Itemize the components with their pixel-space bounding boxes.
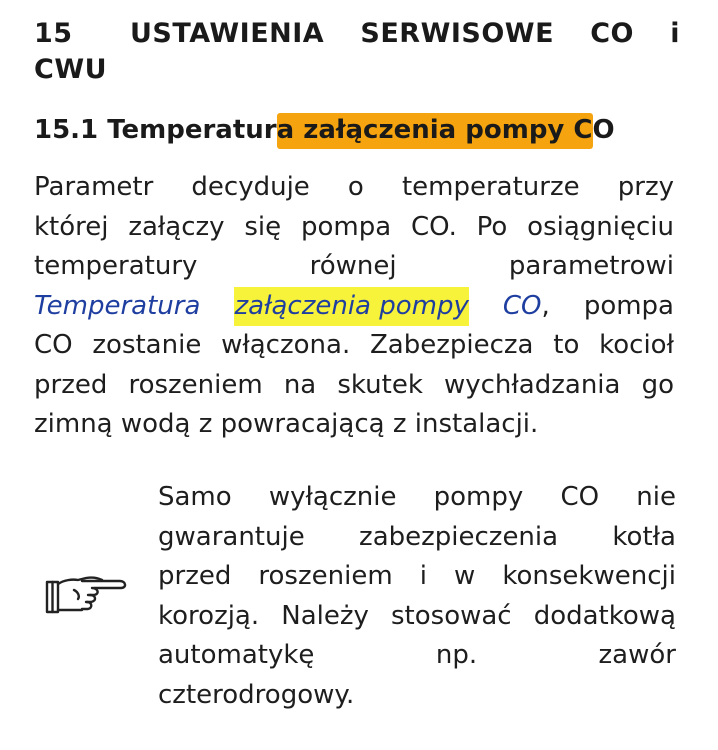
body-paragraph [34, 168, 674, 445]
word: korozją. [158, 600, 260, 631]
word: decyduje [191, 172, 310, 202]
word: osiągnięciu [527, 211, 674, 242]
word: skutek [337, 369, 423, 400]
word: przed [34, 369, 108, 400]
paragraph-line [34, 168, 674, 208]
note-line [158, 518, 676, 558]
word: roszeniem [128, 369, 263, 400]
paragraph-line-last: zimną wodą z powracającą z instalacji. [34, 409, 539, 439]
section-title-words [130, 16, 680, 52]
paragraph-line [34, 326, 674, 366]
word: Samo [158, 482, 232, 512]
section-title-word: USTAWIENIA [130, 18, 325, 49]
word: gwarantuje [158, 521, 305, 552]
note-line [158, 597, 676, 637]
subsection-heading [34, 112, 615, 148]
word: pompa [300, 211, 392, 242]
word: roszeniem [258, 561, 393, 591]
word: konsekwencji [502, 561, 676, 591]
note-line [158, 478, 676, 518]
word: Parametr [34, 172, 154, 202]
paragraph-line [34, 208, 674, 248]
word: temperaturze [401, 172, 580, 202]
subsection-highlight: a załączenia pompy C [277, 113, 593, 149]
subsection-suffix: O [592, 115, 615, 145]
word: nie [636, 482, 676, 512]
section-title-word: CO [590, 18, 635, 49]
word: temperatury [34, 251, 198, 281]
word: CO [560, 482, 600, 512]
word: np. [435, 640, 478, 670]
parameter-reference-word: Temperatura [34, 290, 201, 321]
word: dodatkową [533, 600, 676, 631]
warning-note [158, 478, 676, 715]
word: pompy [433, 482, 524, 512]
word: wychładzania [443, 369, 621, 400]
section-heading-line1 [34, 16, 680, 52]
word: zawór [598, 640, 676, 670]
subsection-prefix: 15.1 Temperatur [34, 115, 277, 145]
word: automatykę [158, 640, 315, 670]
word: przy [617, 172, 674, 202]
word: Zabezpiecza [369, 330, 534, 360]
parameter-reference-word: CO [502, 290, 542, 321]
word: Po [476, 211, 508, 242]
word: to [553, 330, 580, 360]
word: w [454, 561, 476, 591]
word: parametrowi [508, 251, 674, 281]
section-title-word: SERWISOWE [360, 18, 555, 49]
word: się [244, 211, 282, 242]
word: go [641, 369, 674, 400]
word: CO. [411, 211, 457, 242]
word: przed [158, 561, 232, 591]
word: załączy [128, 211, 225, 242]
word: wyłącznie [268, 482, 397, 512]
word: której [34, 211, 109, 242]
section-heading [34, 16, 680, 88]
word: równej [309, 251, 397, 281]
paragraph-line [34, 247, 674, 287]
parameter-reference-highlight: załączenia pompy [234, 287, 468, 327]
word: kocioł [599, 330, 674, 360]
paragraph-line [34, 366, 674, 406]
word: włączona. [221, 330, 351, 360]
word: na [283, 369, 317, 400]
paragraph-line-reference [34, 287, 674, 327]
section-number: 15 [34, 18, 73, 49]
word: zostanie [92, 330, 202, 360]
note-line-last: czterodrogowy. [158, 679, 355, 710]
word: stosować [391, 600, 512, 631]
section-title-word: i [670, 18, 680, 49]
word: kotła [612, 521, 676, 552]
word: CO [34, 330, 73, 360]
note-line [158, 557, 676, 597]
pointing-hand-icon [44, 568, 130, 618]
word: i [419, 561, 427, 591]
word: o [347, 172, 364, 202]
word: Należy [281, 600, 369, 631]
section-title-line2: CWU [34, 54, 108, 85]
note-line [158, 636, 676, 676]
comma: , [541, 290, 550, 321]
word: pompa [583, 290, 674, 321]
word: zabezpieczenia [359, 521, 559, 552]
